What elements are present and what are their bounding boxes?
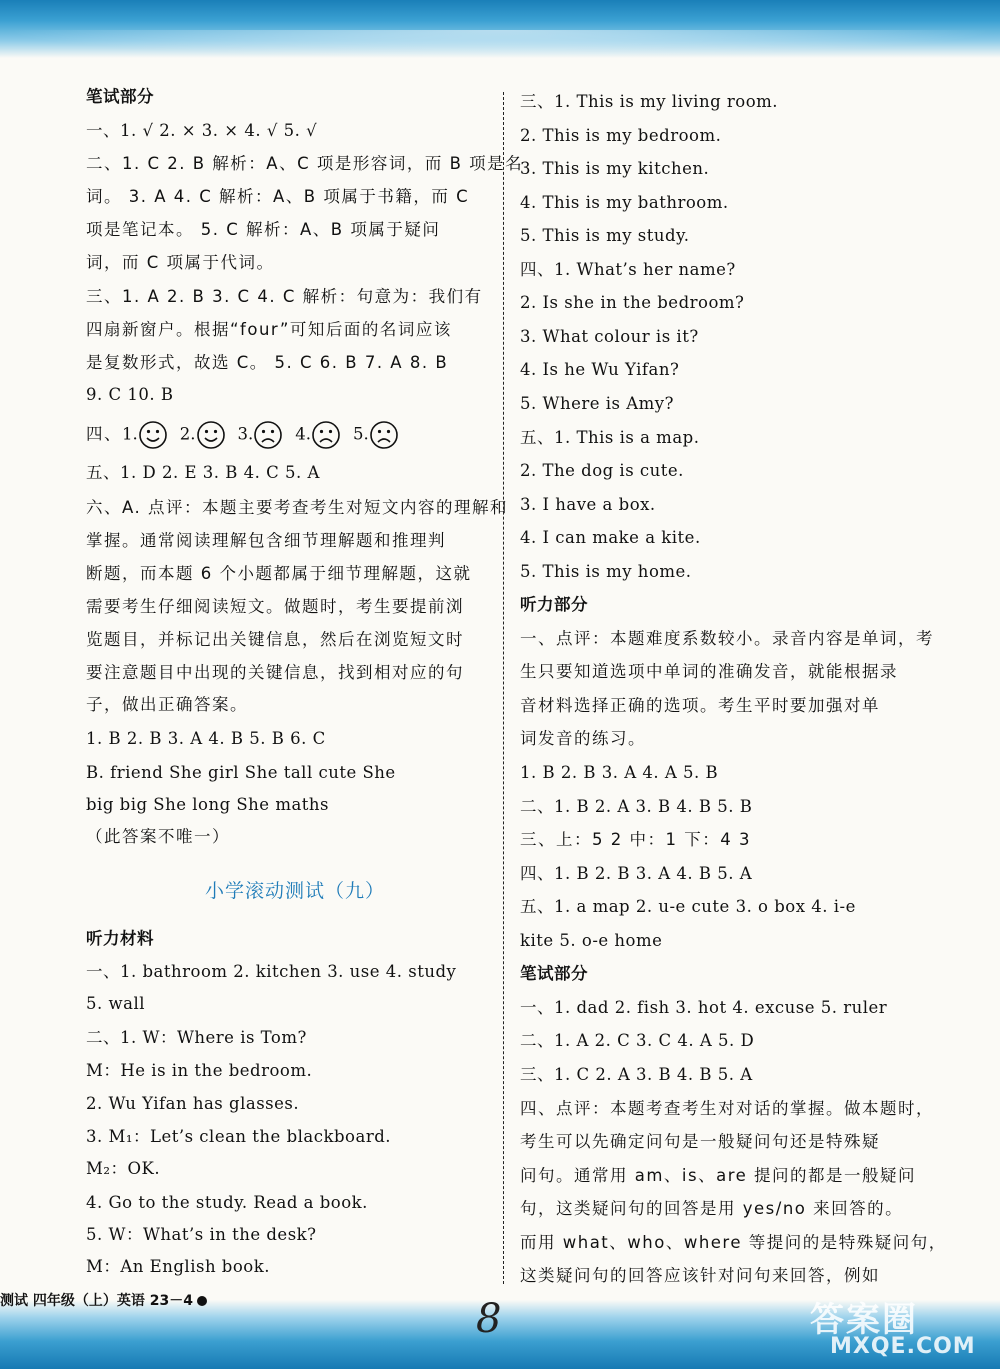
answer-line: 音材料选择正确的选项。考生平时要加强对单	[520, 696, 880, 715]
footer-label: 测试 四年级（上）英语 23－4	[0, 1293, 193, 1309]
answer-line: 四扇新窗户。根据“four”可知后面的名词应该	[86, 320, 452, 339]
footer-dot-icon	[197, 1296, 207, 1306]
face-answer-number: 2.	[179, 424, 196, 444]
face-answer-item	[122, 420, 168, 450]
answer-line: 而用 what、who、where 等提问的是特殊疑问句，	[520, 1233, 947, 1252]
answer-line: 四、1. B 2. B 3. A 4. B 5. A	[520, 864, 753, 883]
answer-line: 5. W：What’s in the desk?	[86, 1225, 317, 1244]
top-decorative-band	[0, 0, 1000, 58]
answer-line: 这类疑问句的回答应该针对问句来回答，例如	[520, 1266, 880, 1285]
answer-line: 二、1. W：Where is Tom?	[86, 1028, 307, 1047]
answer-line: 4. I can make a kite.	[520, 528, 701, 547]
section-heading: 听力材料	[86, 929, 154, 948]
answer-line: 1. B 2. B 3. A 4. A 5. B	[520, 763, 719, 782]
answer-line: 五、1. This is a map.	[520, 428, 700, 447]
answer-line: 5. Where is Amy?	[520, 394, 674, 413]
answer-line: 4. This is my bathroom.	[520, 193, 729, 212]
answer-line: 句，这类疑问句的回答是用 yes/no 来回答的。	[520, 1199, 904, 1218]
smiley-face-icon	[138, 420, 168, 450]
answer-line: 5. This is my study.	[520, 226, 690, 245]
answer-line: 词。 3. A 4. C 解析：A、B 项属于书籍，而 C	[86, 187, 470, 206]
face-answer-item	[180, 420, 226, 450]
watermark-logo	[790, 1290, 980, 1360]
answer-line: 是复数形式，故选 C。 5. C 6. B 7. A 8. B	[86, 353, 449, 372]
answer-line: 四、点评：本题考查考生对对话的掌握。做本题时，	[520, 1099, 934, 1118]
answer-line: 五、1. D 2. E 3. B 4. C 5. A	[86, 463, 320, 482]
answer-line: 需要考生仔细阅读短文。做题时，考生要提前浏	[86, 597, 464, 616]
answer-line: 1. B 2. B 3. A 4. B 5. B 6. C	[86, 729, 326, 748]
answer-line: 览题目，并标记出关键信息，然后在浏览短文时	[86, 630, 464, 649]
answer-line: 2. The dog is cute.	[520, 461, 684, 480]
top-wave	[0, 30, 1000, 58]
answer-line: 四、1. What’s her name?	[520, 260, 736, 279]
emoji-answer-row	[86, 420, 411, 450]
face-answer-number: 1.	[122, 424, 138, 444]
answer-line: 断题，而本题 6 个小题都属于细节理解题，这就	[86, 564, 472, 583]
smiley-face-icon	[196, 420, 226, 450]
handwritten-page-number: 8	[476, 1296, 502, 1342]
answer-line: 生只要知道选项中单词的准确发音，就能根据录	[520, 662, 898, 681]
answer-line: （此答案不唯一）	[86, 827, 230, 846]
sad-face-icon	[369, 420, 399, 450]
sad-face-icon	[311, 420, 341, 450]
watermark-title: 答案圈	[810, 1300, 918, 1340]
answer-line: 二、1. A 2. C 3. C 4. A 5. D	[520, 1031, 755, 1050]
answer-line: 一、1. dad 2. fish 3. hot 4. excuse 5. ruler	[520, 998, 888, 1017]
answer-line: M：An English book.	[86, 1257, 270, 1276]
answer-line: B. friend She girl She tall cute She	[86, 763, 396, 782]
page-footer	[0, 1290, 207, 1310]
section-title: 小学滚动测试（九）	[204, 880, 385, 902]
answer-line: 3. This is my kitchen.	[520, 159, 710, 178]
answer-line: kite 5. o-e home	[520, 931, 663, 950]
answer-line: 五、1. a map 2. u-e cute 3. o box 4. i-e	[520, 897, 856, 916]
answer-line: 三、1. A 2. B 3. C 4. C 解析：句意为：我们有	[86, 287, 483, 306]
answer-line: 项是笔记本。 5. C 解析：A、B 项属于疑问	[86, 220, 441, 239]
answer-line: M：He is in the bedroom.	[86, 1061, 313, 1080]
section-heading: 笔试部分	[86, 87, 154, 106]
face-answer-item	[353, 420, 399, 450]
answer-line: 4. Go to the study. Read a book.	[86, 1193, 368, 1212]
answer-line: 三、1. This is my living room.	[520, 92, 779, 111]
answer-line: M₂：OK.	[86, 1159, 161, 1178]
answer-line: 三、1. C 2. A 3. B 4. B 5. A	[520, 1065, 753, 1084]
face-answer-number: 3.	[237, 424, 254, 444]
answer-line: 4. Is he Wu Yifan?	[520, 360, 680, 379]
answer-line: 一、点评：本题难度系数较小。录音内容是单词，考	[520, 629, 934, 648]
section-heading: 听力部分	[520, 595, 588, 614]
answer-line: 3. I have a box.	[520, 495, 656, 514]
face-answer-item	[238, 420, 284, 450]
face-answer-item	[295, 420, 341, 450]
answer-line: 六、A. 点评：本题主要考查考生对短文内容的理解和	[86, 498, 508, 517]
watermark-domain: MXQE.COM	[830, 1334, 976, 1359]
answer-line: 5. wall	[86, 994, 146, 1013]
answer-line: 三、上：5 2 中：1 下：4 3	[520, 830, 751, 849]
answer-line: 9. C 10. B	[86, 385, 174, 404]
answer-line: 2. This is my bedroom.	[520, 126, 722, 145]
answer-line: 5. This is my home.	[520, 562, 692, 581]
answer-line: 掌握。通常阅读理解包含细节理解题和推理判	[86, 531, 446, 550]
answer-line: 二、1. C 2. B 解析：A、C 项是形容词，而 B 项是名	[86, 154, 524, 173]
answer-line: 3. M₁：Let’s clean the blackboard.	[86, 1127, 392, 1146]
answer-line: 一、1. √ 2. × 3. × 4. √ 5. √	[86, 121, 318, 140]
answer-line: 2. Wu Yifan has glasses.	[86, 1094, 300, 1113]
face-answer-number: 5.	[353, 424, 369, 444]
answer-line: 问句。通常用 am、is、are 提问的都是一般疑问	[520, 1166, 917, 1185]
answer-line: 要注意题目中出现的关键信息，找到相对应的句	[86, 663, 464, 682]
answer-line: 词，而 C 项属于代词。	[86, 253, 275, 272]
answer-line: 子，做出正确答案。	[86, 695, 248, 714]
section-heading: 笔试部分	[520, 964, 588, 983]
sad-face-icon	[253, 420, 283, 450]
answer-line: 2. Is she in the bedroom?	[520, 293, 745, 312]
column-divider	[503, 92, 504, 1284]
faces-label: 四、	[86, 424, 122, 444]
answer-line: 一、1. bathroom 2. kitchen 3. use 4. study	[86, 962, 457, 981]
answer-line: 3. What colour is it?	[520, 327, 699, 346]
answer-line: 考生可以先确定问句是一般疑问句还是特殊疑	[520, 1132, 880, 1151]
face-answer-number: 4.	[295, 424, 311, 444]
answer-line: 词发音的练习。	[520, 729, 646, 748]
answer-line: big big She long She maths	[86, 795, 330, 814]
answer-line: 二、1. B 2. A 3. B 4. B 5. B	[520, 797, 753, 816]
